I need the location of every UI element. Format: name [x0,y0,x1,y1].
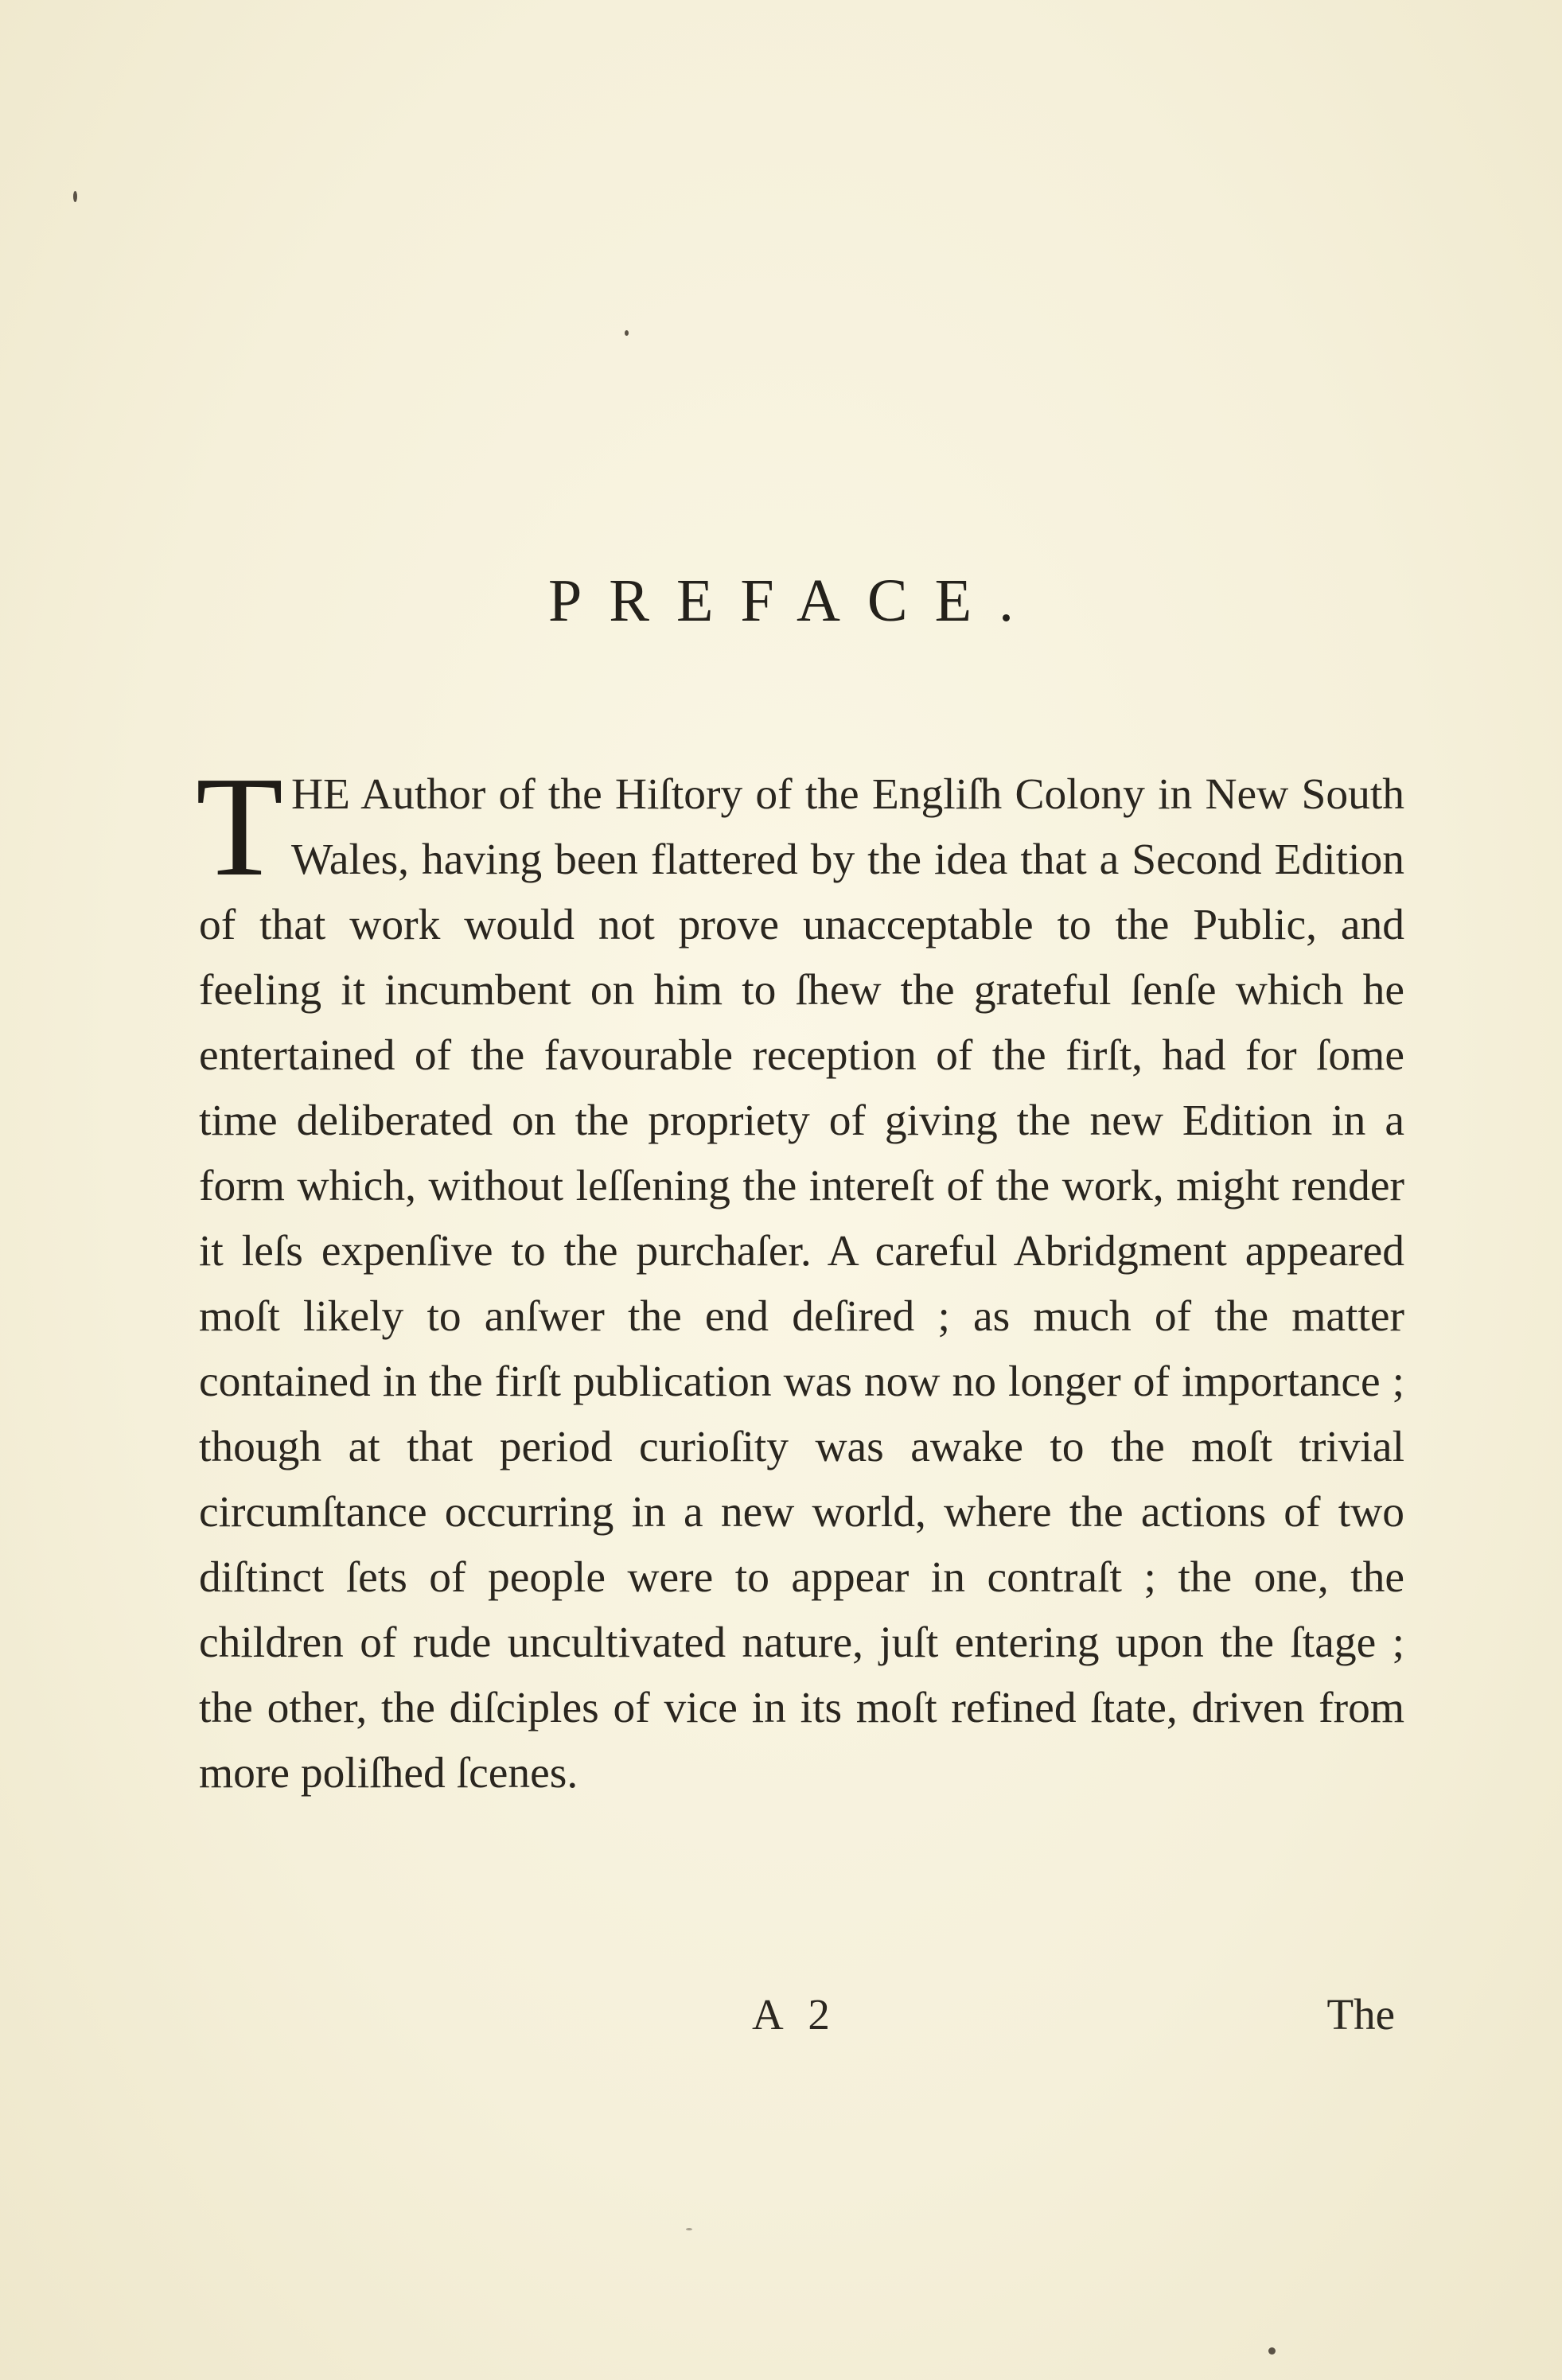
show-through-from-reverse [183,183,1424,337]
paragraph-text: HE Author of the Hiſtory of the Engliſh Colony in New South Wales, having been flattered by the idea that a Second Edition of that work would not prove unacceptable to the Public, and feeling it incumbent on him to ſhew the grateful ſenſe which he entertained of the favourable reception of the firſt, had for ſome time deliberated on the propriety of giving the new Edition in a form which, without leſſening the intereſt of the work, might render it leſs expenſive to the purchaſer. A careful Abridgment appeared moſt likely to anſwer the end deſired ; as much of the matter contained in the firſt publication was now no longer of importance ; though at that period curioſity was awake to the moſt trivial circumſtance occurring in a new world, where the actions of two diſtinct ſets of people were to appear in contraſt ; the one, the children of rude uncultivated nature, juſt entering upon the ſtage ; the other, the diſciples of vice in its moſt refined ſtate, driven from more poliſhed ſcenes. [199,770,1404,1798]
drop-cap: T [196,747,283,906]
catchword: The [1326,1990,1395,2039]
ink-speck [686,2228,692,2230]
page-footer [199,1989,1404,2053]
page-title: PREFACE. [547,567,1041,634]
preface-paragraph [196,747,1404,1806]
signature-mark: A 2 [752,1990,838,2039]
ink-speck [73,191,77,202]
ink-speck [1268,2347,1276,2355]
ink-speck [625,330,629,336]
